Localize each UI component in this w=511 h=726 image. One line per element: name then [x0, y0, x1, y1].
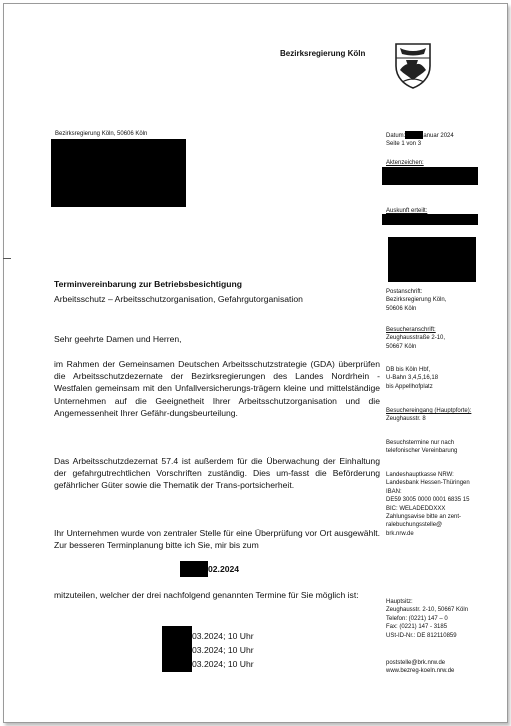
paragraph-gda-text: im Rahmen der Gemeinsamen Deutschen Arbeitsschutzstrategie (GDA) überprüfen die Arbeitsschutzdezernate der Bezirksregierungen des Landes Nordrhein - Westfalen gemeinsam mit den Unfallversicherungs-trägern kleine und mittelständige Unternehmen auf die Geeignetheit Ihrer Arbeitsschutzorganisation und die Angemessenheit Ihrer Gefähr-dungsbeurteilung. [54, 359, 380, 418]
transport-line: DB bis Köln Hbf, [386, 367, 431, 373]
paragraph-gda [54, 358, 380, 419]
auskunft-label: Auskunft erteilt: [386, 208, 428, 214]
nrw-coat-of-arms-icon [388, 40, 438, 90]
postanschrift-line: Postanschrift: [386, 289, 423, 295]
date-redacted [405, 131, 423, 139]
subject-title: Terminvereinbarung zur Betriebsbesichtigung [54, 279, 242, 289]
appointment-option-2: 03.2024; 10 Uhr [192, 645, 254, 655]
besucheranschrift-block [386, 326, 445, 351]
besuchstermine-block [386, 439, 457, 456]
email-link[interactable]: poststelle@brk.nrw.de [386, 660, 446, 666]
appointments-redacted [162, 626, 192, 672]
hauptsitz-line: Fax: (0221) 147 - 3185 [386, 624, 448, 631]
besuchereingang-block [386, 407, 471, 424]
auskunft-redacted-2 [388, 237, 476, 282]
fold-mark [3, 258, 11, 259]
paragraph-auswahl [54, 527, 380, 551]
website-link[interactable]: www.bezreg-koeln.nrw.de [386, 668, 455, 675]
aktenzeichen-label: Aktenzeichen: [386, 160, 424, 166]
bank-line: BIC: WELADEDDXXX [386, 505, 446, 512]
subject-subtitle: Arbeitsschutz – Arbeitsschutzorganisation, Gefahrgutorganisation [54, 294, 303, 304]
paragraph-auswahl-text: Ihr Unternehmen wurde von zentraler Stelle für eine Überprüfung vor Ort ausgewählt. Zur besseren Terminplanung bitte ich Sie, mir bis zum [54, 528, 380, 551]
deadline-date: 02.2024 [208, 564, 240, 574]
bank-block [386, 471, 470, 538]
page-info: Seite 1 von 3 [386, 141, 422, 147]
date-row [386, 131, 454, 140]
recipient-address-redacted [51, 139, 186, 207]
paragraph-termine-text: mitzuteilen, welcher der drei nachfolgend genannten Termine für Sie möglich ist: [54, 590, 359, 600]
transport-line: bis Appellhofplatz [386, 383, 433, 390]
bank-line: IBAN: [386, 488, 402, 495]
paragraph-gefahrgut [54, 455, 380, 492]
hauptsitz-block [386, 598, 468, 640]
besucheranschrift-line: 50667 Köln [386, 343, 417, 350]
hauptsitz-line: USt-ID-Nr.: DE 812110859 [386, 632, 457, 639]
sender-line: Bezirksregierung Köln, 50606 Köln [55, 131, 148, 137]
hauptsitz-line: Hauptsitz: [386, 599, 413, 605]
letter-page [3, 3, 508, 723]
contact-block [386, 659, 454, 676]
besuchereingang-heading: Besuchereingang (Hauptpforte): [386, 408, 472, 414]
besucheranschrift-heading: Besucheranschrift: [386, 327, 436, 333]
appointment-option-3: 03.2024; 10 Uhr [192, 659, 254, 669]
bank-line: DE59 3005 0000 0001 6835 15 [386, 497, 470, 504]
hauptsitz-line: Zeughausstr. 2-10, 50667 Köln [386, 607, 469, 614]
besuchstermine-line: Besuchstermine nur nach [386, 440, 455, 446]
paragraph-termine [54, 589, 380, 601]
transport-block [386, 366, 438, 391]
appointment-option-1: 03.2024; 10 Uhr [192, 631, 254, 641]
transport-line: U-Bahn 3,4,5,16,18 [386, 375, 439, 382]
besucheranschrift-line: Zeughausstraße 2-10, [386, 335, 446, 342]
postanschrift-line: Bezirksregierung Köln, [386, 297, 447, 304]
date-value: anuar 2024 [423, 133, 454, 139]
postanschrift-block [386, 288, 446, 313]
postanschrift-line: 50606 Köln [386, 305, 417, 312]
hauptsitz-line: Telefon: (0221) 147 – 0 [386, 615, 448, 622]
organization-name: Bezirksregierung Köln [280, 49, 366, 58]
paragraph-gefahrgut-text: Das Arbeitsschutzdezernat 57.4 ist außerdem für die Überwachung der Einhaltung der gefahrgutrechtlichen Vorschriften zuständig. Dies um-fasst die Beförderung gefährlicher Güter sowie die Thematik der Trans-portsicherheit. [54, 456, 380, 491]
date-label: Datum: [386, 133, 406, 139]
bank-line: ralebuchungsstelle@ [386, 522, 443, 529]
salutation: Sehr geehrte Damen und Herren, [54, 334, 182, 344]
auskunft-redacted-1 [382, 214, 478, 225]
aktenzeichen-redacted [382, 167, 478, 185]
bank-line: brk.nrw.de [386, 530, 414, 537]
deadline-redacted [180, 561, 208, 577]
bank-line: Zahlungsavise bitte an zent- [386, 514, 462, 521]
bank-line: Landesbank Hessen-Thüringen [386, 480, 470, 487]
besuchstermine-line: telefonischer Vereinbarung [386, 448, 458, 455]
besuchereingang-line: Zeughausstr. 8 [386, 416, 426, 423]
bank-line: Landeshauptkasse NRW: [386, 472, 454, 478]
